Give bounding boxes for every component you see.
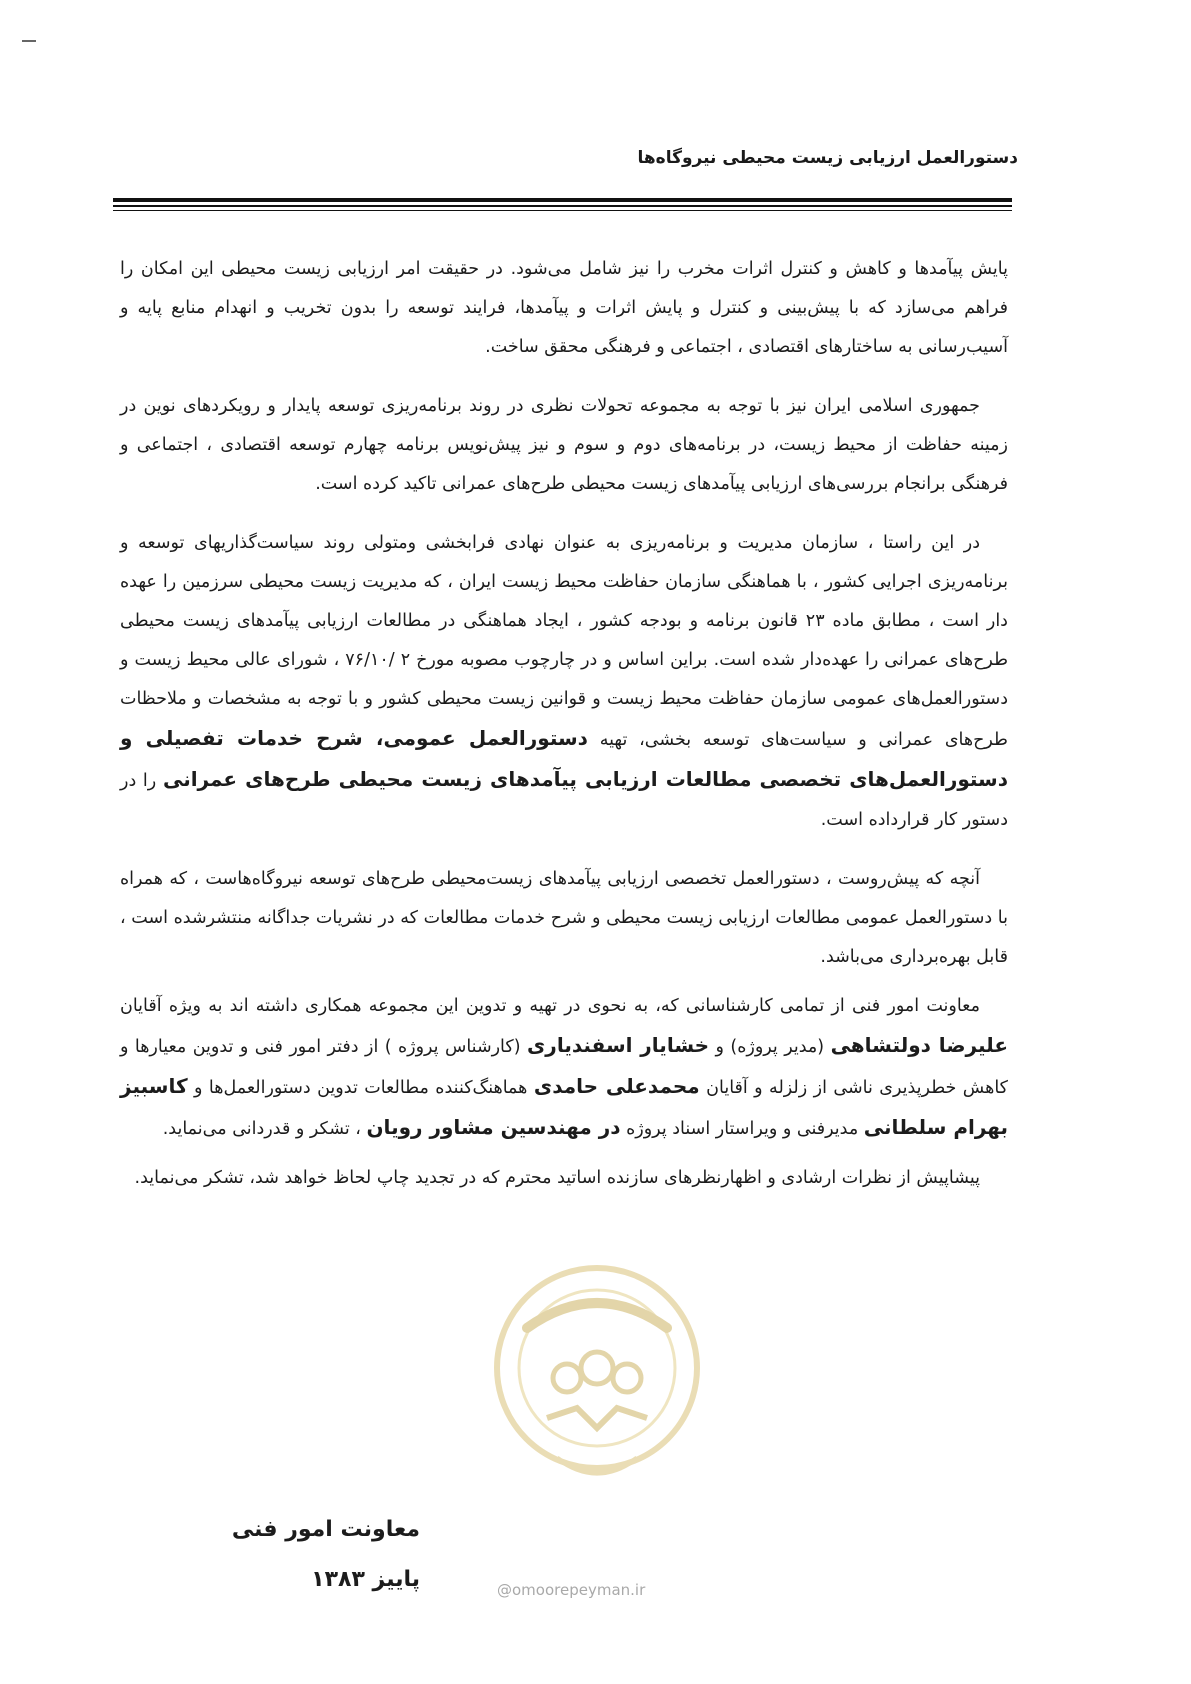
signature-date: پاییز ۱۳۸۳	[311, 1567, 420, 1592]
watermark-seal-icon	[487, 1258, 707, 1498]
watermark-url: @omoorepeyman.ir	[497, 1581, 646, 1599]
paragraph-5-role-2: (کارشناس پروژه ) از دفتر امور فنی و تدوین معیارها و کاهش خطرپذیری ناشی از زلزله و آقایان	[120, 1037, 1008, 1098]
running-header: دستورالعمل ارزیابی زیست محیطی نیروگاه‌ها	[637, 148, 1018, 168]
paragraph-5-thanks: ، تشکر و قدردانی می‌نماید.	[162, 1119, 361, 1139]
paragraph-3-text: در این راستا ، سازمان مدیریت و برنامه‌ریزی به عنوان نهادی فرابخشی ومتولی روند سیاست‌گذاریهای توسعه و برنامه‌ریزی اجرایی کشور ، با هماهنگی سازمان حفاظت محیط زیست ایران ، که مدیریت زیست محیطی سرزمین را عهده دار است ، مطابق ماده ۲۳ قانون برنامه و بودجه کشور ، ایجاد هماهنگی در مطالعات ارزیابی پیآمدهای زیست محیطی طرح‌های عمرانی را عهده‌دار شده است. براین اساس و در چارچوب مصوبه مورخ ۲ /۷۶/۱۰ ، شورای عالی محیط زیست و دستورالعمل‌های عمومی سازمان حفاظت محیط زیست و قوانین زیست محیطی کشور و با توجه به مشخصات و ملاحظات طرح‌های عمرانی و سیاست‌های توسعه بخشی، تهیه	[120, 533, 1008, 750]
name-esfandiari: خشایار اسفندیاری	[526, 1033, 710, 1057]
paragraph-3-bold-title: دستورالعمل عمومی، شرح خدمات تفصیلی و دستورالعمل‌های تخصصی مطالعات ارزیابی پیآمدهای زیست محیطی طرح‌های عمرانی	[120, 726, 1008, 791]
signature-block	[232, 1505, 420, 1605]
signature-office: معاونت امور فنی	[231, 1517, 420, 1542]
consultant-name: در مهندسین مشاور رویان	[366, 1115, 621, 1139]
paragraph-1: پایش پیآمدها و کاهش و کنترل اثرات مخرب را نیز شامل می‌شود. در حقیقت امر ارزیابی زیست محیطی این امکان را فراهم می‌سازد که با پیش‌بینی و کنترل و پایش اثرات و پیآمدها، فرایند توسعه را بدون تخریب و انهدام منابع پایه و آسیب‌رسانی به ساختارهای اقتصادی ، اجتماعی و فرهنگی محقق ساخت.	[120, 259, 1008, 357]
paragraph-3	[120, 524, 1008, 840]
paragraph-2: جمهوری اسلامی ایران نیز با توجه به مجموعه تحولات نظری در روند برنامه‌ریزی توسعه پایدار و رویکردهای نوین در زمینه حفاظت از محیط زیست، در برنامه‌های دوم و سوم و نیز پیش‌نویس برنامه چهارم توسعه اقتصادی ، اجتماعی و فرهنگی برانجام بررسی‌های ارزیابی پیآمدهای زیست محیطی طرح‌های عمرانی تاکید کرده است.	[120, 396, 1008, 494]
paragraph-5-role-4: مدیرفنی و ویراستار اسناد پروژه	[626, 1119, 859, 1139]
paragraph-5	[120, 987, 1008, 1149]
header-rule-thin	[113, 210, 1012, 211]
body-text	[120, 250, 1008, 1218]
header-rule-thick	[113, 198, 1012, 202]
header-rule-medium	[113, 205, 1012, 207]
name-dolatshahi: علیرضا دولتشاهی	[830, 1033, 1008, 1057]
paragraph-5-role-3: هماهنگ‌کننده مطالعات تدوین دستورالعمل‌ها و	[194, 1078, 528, 1098]
corner-mark	[22, 40, 36, 42]
paragraph-3-tail: را در دستور کار قرارداده است.	[120, 771, 1008, 830]
paragraph-4: آنچه که پیش‌روست ، دستورالعمل تخصصی ارزیابی پیآمدهای زیست‌محیطی طرح‌های توسعه نیروگاه‌هاست ، که همراه با دستورالعمل عمومی مطالعات ارزیابی زیست محیطی و شرح خدمات مطالعات که در نشریات جداگانه منتشرشده است ، قابل بهره‌برداری می‌باشد.	[120, 869, 1008, 967]
paragraph-5-text: معاونت امور فنی از تمامی کارشناسانی که، به نحوی در تهیه و تدوین این مجموعه همکاری داشته اند به ویژه آقایان	[120, 996, 980, 1016]
paragraph-5-role-1: (مدیر پروژه) و	[715, 1037, 825, 1057]
paragraph-6: پیشاپیش از نظرات ارشادی و اظهارنظرهای سازنده اساتید محترم که در تجدید چاپ لحاظ خواهد شد، تشکر می‌نماید.	[134, 1168, 980, 1188]
name-hamedi: محمدعلی حامدی	[533, 1074, 700, 1098]
name-soltani: کاسبیز بهرام سلطانی	[120, 1074, 1008, 1139]
